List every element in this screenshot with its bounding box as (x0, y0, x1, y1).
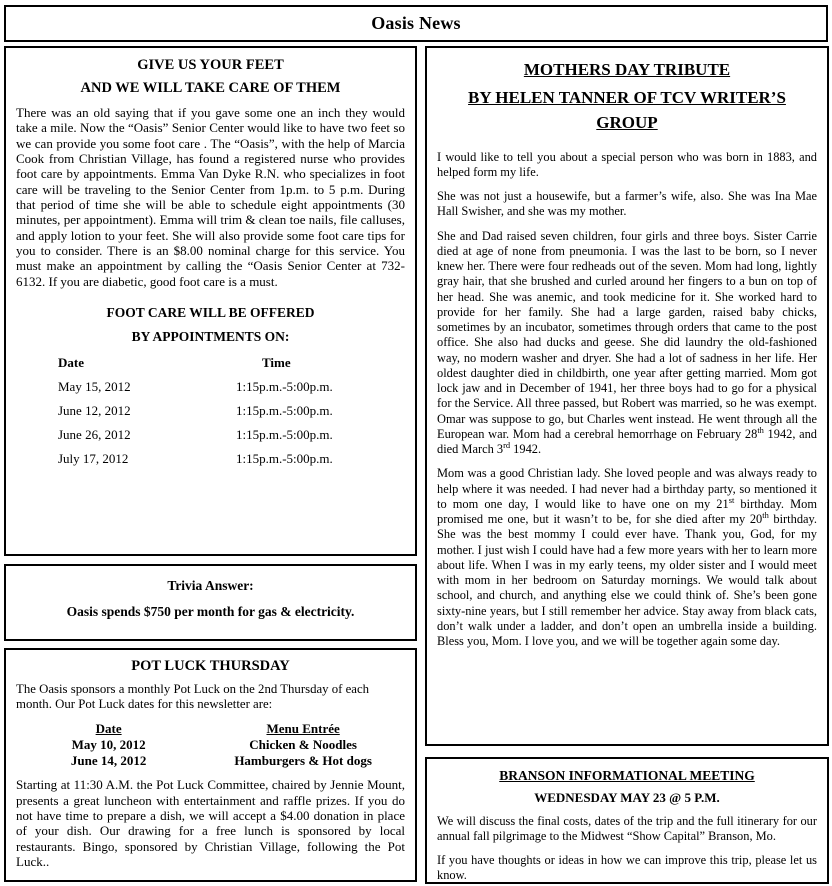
time-column-header: Time (262, 354, 291, 370)
foot-care-offer-line1: FOOT CARE WILL BE OFFERED (106, 304, 315, 320)
pot-luck-entree: Hamburgers & Hot dogs (234, 753, 372, 769)
trivia-answer-box (4, 564, 417, 641)
foot-care-body: There was an old saying that if you gave some one an inch they would take a mile. Now the “Oasis” Senior Center would like to have two feet so we can provide you some foot care . The “Oasis”, with the help of Marcia Cook from Christian Village, has found a registered nurse who provides foot care by appointments. Emma Van Dyke R.N. who specializes in foot care will be traveling to the Senior Center from 1p.m. to 5 p.m. During that period of time she will be able to schedule eight appointments (30 minutes, per appointment). Emma will trim & clean toe nails, file calluses, and apply lotion to your feet. She will also provide some foot care tips for you to consider. There is an $8.00 nominal charge for this service. You must make an appointment by calling the “Oasis Senior Center at 732-6132. If you are diabetic, good foot care is a must. (16, 105, 405, 289)
pot-luck-intro: The Oasis sponsors a monthly Pot Luck on the 2nd Thursday of each month. Our Pot Luck dates for this newsletter are: (16, 682, 370, 712)
appointment-date: June 12, 2012 (58, 402, 131, 418)
menu-entree-column-header: Menu Entrée (266, 720, 340, 736)
branson-paragraph: We will discuss the final costs, dates of the trip and the full itinerary for our annual fall pilgrimage to the Midwest “Show Capital” Branson, Mo. (437, 814, 817, 844)
pot-luck-date: May 10, 2012 (71, 736, 146, 752)
appointment-row (16, 427, 405, 443)
mothers-day-paragraph: She and Dad raised seven children, four girls and three boys. Sister Carrie died at age of none from pneumonia. I was the last to be born, so I never knew her. There were four redheads out of the seven. Mom had long, lightly gray hair, that she brushed and curled around her fingers to a bun on top of her head. She was anemic, and took medicine for it. She worked hard to provide for her family. She had a large garden, raised baby chicks, sometimes by an incubator, sometimes through orders that came to the post office. She also had ducks and geese. She did laundry the old-fashioned way, no modern washer and dryer. She had a lot of sadness in her life. Her oldest daughter died in childbirth, one year after getting married. Mom got lock jaw and in December of 1941, her three boys had to go for a physical for the Service. All three passed, but Robert was married, so he was exempt. Omar was suppose to go, but Charles went instead. He went through all the European war. Mom had a cerebral hemorrhage on February 28th 1942, and died March 3rd 1942. (437, 228, 818, 456)
pot-luck-menu-row (16, 753, 405, 769)
branson-paragraph: If you have thoughts or ideas in how we can improve this trip, please let us know. (437, 852, 817, 882)
appointment-date: July 17, 2012 (58, 450, 129, 466)
trivia-answer-text: Oasis spends $750 per month for gas & electricity. (66, 604, 355, 619)
foot-care-heading-line1: GIVE US YOUR FEET (137, 57, 284, 73)
mothers-day-heading-line1: MOTHERS DAY TRIBUTE (523, 60, 731, 79)
pot-luck-menu-header (16, 721, 405, 737)
appointments-table (16, 355, 405, 467)
pot-luck-heading: POT LUCK THURSDAY (131, 658, 290, 674)
foot-care-article (4, 46, 417, 556)
appointment-time: 1:15p.m.-5:00p.m. (236, 450, 333, 466)
foot-care-heading-line2: AND WE WILL TAKE CARE OF THEM (80, 80, 341, 96)
date-column-header: Date (58, 354, 84, 370)
mothers-day-heading-line2: BY HELEN TANNER OF TCV WRITER’S GROUP (468, 87, 786, 132)
mothers-day-paragraph: I would like to tell you about a special person who was born in 1883, and helped form my life. (437, 149, 817, 179)
branson-meeting-article (425, 757, 829, 884)
pot-luck-date: June 14, 2012 (70, 753, 147, 769)
masthead (4, 5, 828, 42)
newsletter-title: Oasis News (371, 13, 461, 33)
appointment-row (16, 379, 405, 395)
mothers-day-paragraph: Mom was a good Christian lady. She loved people and was always ready to help where it was needed. I had never had a birthday party, so mentioned it to mom one day, I would like to have one on my 21st birthday. Mom promised me one, but it wasn’t to be, for she died after my 20th birthday. She was the best mommy I could ever have. Thank you, God, for my mother. I just wish I could have had a few more years with her to learn more about life. When I was in my early teens, my older sister and I would meet with mom in her bedroom on Saturday mornings. We would talk about school, and church, and anything else we could think of. She’s been gone sixty-nine years, but I still remember her advice. Stay away from black cats, don’t walk under a ladder, and don’t open an umbrella inside a building. Bless you, Mom. I love you, and we will be together again some day. (437, 466, 817, 648)
date-column-header: Date (95, 720, 122, 736)
appointments-table-header (16, 355, 405, 371)
appointment-row (16, 451, 405, 467)
appointment-row (16, 403, 405, 419)
branson-heading-line2: WEDNESDAY MAY 23 @ 5 P.M. (534, 790, 720, 805)
pot-luck-menu-table (16, 721, 405, 770)
appointment-time: 1:15p.m.-5:00p.m. (236, 402, 333, 418)
appointment-date: June 26, 2012 (58, 426, 131, 442)
trivia-heading: Trivia Answer: (167, 578, 254, 593)
pot-luck-entree: Chicken & Noodles (249, 736, 357, 752)
mothers-day-paragraph: She was not just a housewife, but a farmer’s wife, also. She was Ina Mae Hall Swisher, and she was my mother. (437, 189, 817, 219)
appointment-time: 1:15p.m.-5:00p.m. (236, 378, 333, 394)
branson-heading-line1: BRANSON INFORMATIONAL MEETING (499, 768, 755, 783)
foot-care-offer-line2: BY APPOINTMENTS ON: (131, 328, 290, 344)
appointment-date: May 15, 2012 (58, 378, 131, 394)
appointment-time: 1:15p.m.-5:00p.m. (236, 426, 333, 442)
pot-luck-article (4, 648, 417, 882)
pot-luck-menu-row (16, 737, 405, 753)
pot-luck-body: Starting at 11:30 A.M. the Pot Luck Committee, chaired by Jennie Mount, presents a great luncheon with entertainment and raffle prizes. If you do not have time to prepare a dish, we will accept a $4.00 donation in place of your dish. Our drawing for a free lunch is sponsored by local restaurants. Bingo, sponsored by Christian Village, following the Pot Luck.. (16, 777, 405, 870)
mothers-day-article (425, 46, 829, 746)
